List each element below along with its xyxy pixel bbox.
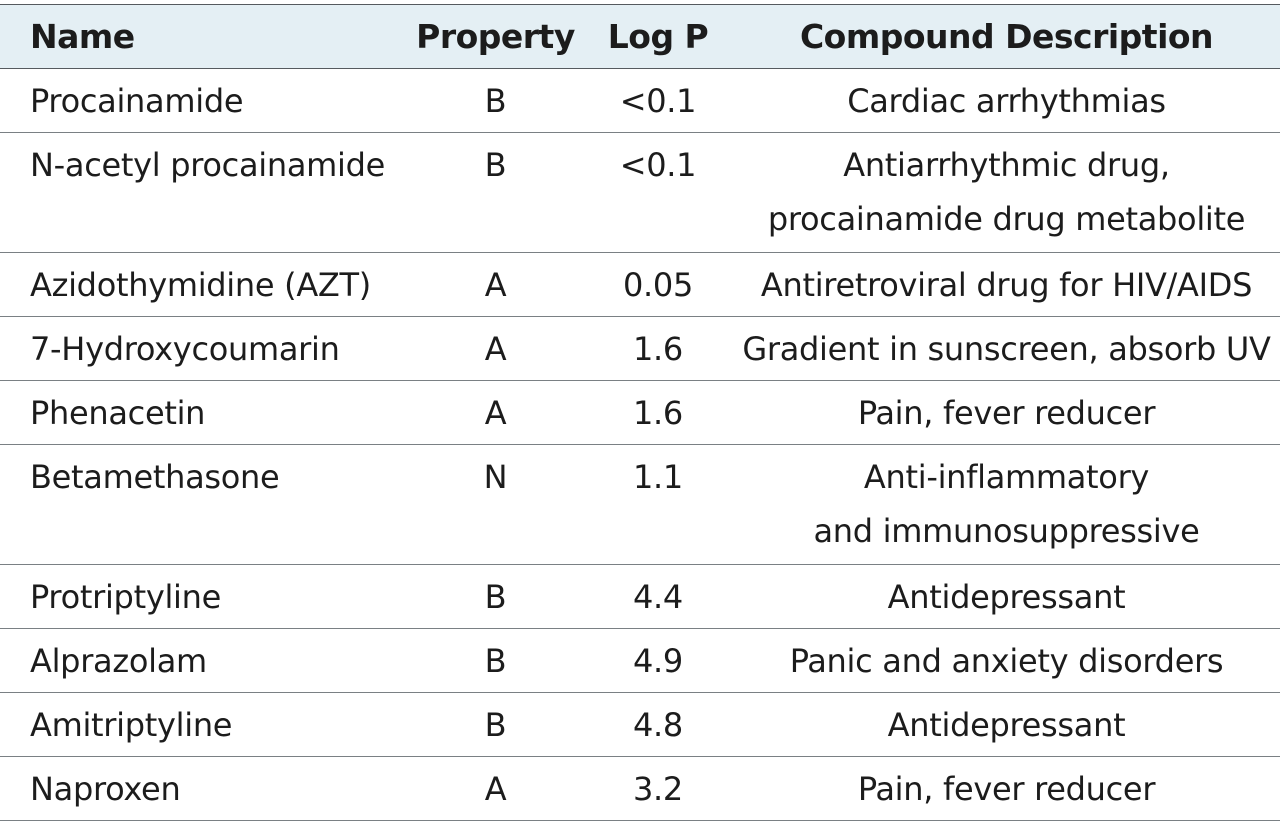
table-row xyxy=(0,445,1280,565)
cell-logp: 3.2 xyxy=(583,757,733,821)
cell-property: N xyxy=(408,445,583,565)
cell-property: B xyxy=(408,69,583,133)
table-row xyxy=(0,253,1280,317)
compound-table xyxy=(0,4,1280,821)
description-line: and immunosuppressive xyxy=(813,512,1200,550)
description-line: Antiarrhythmic drug, xyxy=(843,146,1170,184)
cell-property: A xyxy=(408,757,583,821)
cell-logp: 4.4 xyxy=(583,565,733,629)
description-line: Antidepressant xyxy=(887,706,1126,744)
cell-description xyxy=(733,565,1280,629)
description-line: Anti-inflammatory xyxy=(863,458,1150,496)
cell-description xyxy=(733,757,1280,821)
cell-logp: 0.05 xyxy=(583,253,733,317)
cell-name: Betamethasone xyxy=(0,445,408,565)
cell-name: N-acetyl procainamide xyxy=(0,133,408,253)
cell-description xyxy=(733,317,1280,381)
cell-logp: 4.9 xyxy=(583,629,733,693)
header-row xyxy=(0,5,1280,69)
cell-name: Protriptyline xyxy=(0,565,408,629)
cell-description xyxy=(733,693,1280,757)
header-property: Property xyxy=(408,5,583,69)
cell-name: Phenacetin xyxy=(0,381,408,445)
description-line: Cardiac arrhythmias xyxy=(847,82,1166,120)
description-line: Pain, fever reducer xyxy=(857,394,1156,432)
cell-logp: 1.1 xyxy=(583,445,733,565)
table-row xyxy=(0,629,1280,693)
cell-name: Amitriptyline xyxy=(0,693,408,757)
cell-name: Naproxen xyxy=(0,757,408,821)
cell-description xyxy=(733,629,1280,693)
cell-name: Azidothymidine (AZT) xyxy=(0,253,408,317)
header-logp: Log P xyxy=(583,5,733,69)
cell-description xyxy=(733,253,1280,317)
header-description: Compound Description xyxy=(733,5,1280,69)
header-name: Name xyxy=(0,5,408,69)
table-header xyxy=(0,5,1280,69)
description-line: Gradient in sunscreen, absorb UV xyxy=(742,330,1271,368)
cell-property: B xyxy=(408,133,583,253)
cell-logp: <0.1 xyxy=(583,69,733,133)
cell-property: B xyxy=(408,693,583,757)
table-row xyxy=(0,693,1280,757)
cell-property: A xyxy=(408,381,583,445)
description-line: Pain, fever reducer xyxy=(857,770,1156,808)
cell-name: Procainamide xyxy=(0,69,408,133)
table-body xyxy=(0,69,1280,821)
cell-name: Alprazolam xyxy=(0,629,408,693)
cell-property: A xyxy=(408,317,583,381)
table-row xyxy=(0,317,1280,381)
table-row xyxy=(0,381,1280,445)
description-line: Panic and anxiety disorders xyxy=(789,642,1224,680)
cell-description xyxy=(733,133,1280,253)
description-line: Antiretroviral drug for HIV/AIDS xyxy=(760,266,1253,304)
cell-logp: 1.6 xyxy=(583,381,733,445)
table-row xyxy=(0,69,1280,133)
cell-property: A xyxy=(408,253,583,317)
table-row xyxy=(0,757,1280,821)
cell-description xyxy=(733,69,1280,133)
table-row xyxy=(0,133,1280,253)
table-row xyxy=(0,565,1280,629)
cell-description xyxy=(733,445,1280,565)
cell-logp: 1.6 xyxy=(583,317,733,381)
cell-name: 7-Hydroxycoumarin xyxy=(0,317,408,381)
description-line: Antidepressant xyxy=(887,578,1126,616)
cell-property: B xyxy=(408,565,583,629)
cell-property: B xyxy=(408,629,583,693)
cell-logp: <0.1 xyxy=(583,133,733,253)
description-line: procainamide drug metabolite xyxy=(767,200,1246,238)
cell-logp: 4.8 xyxy=(583,693,733,757)
cell-description xyxy=(733,381,1280,445)
